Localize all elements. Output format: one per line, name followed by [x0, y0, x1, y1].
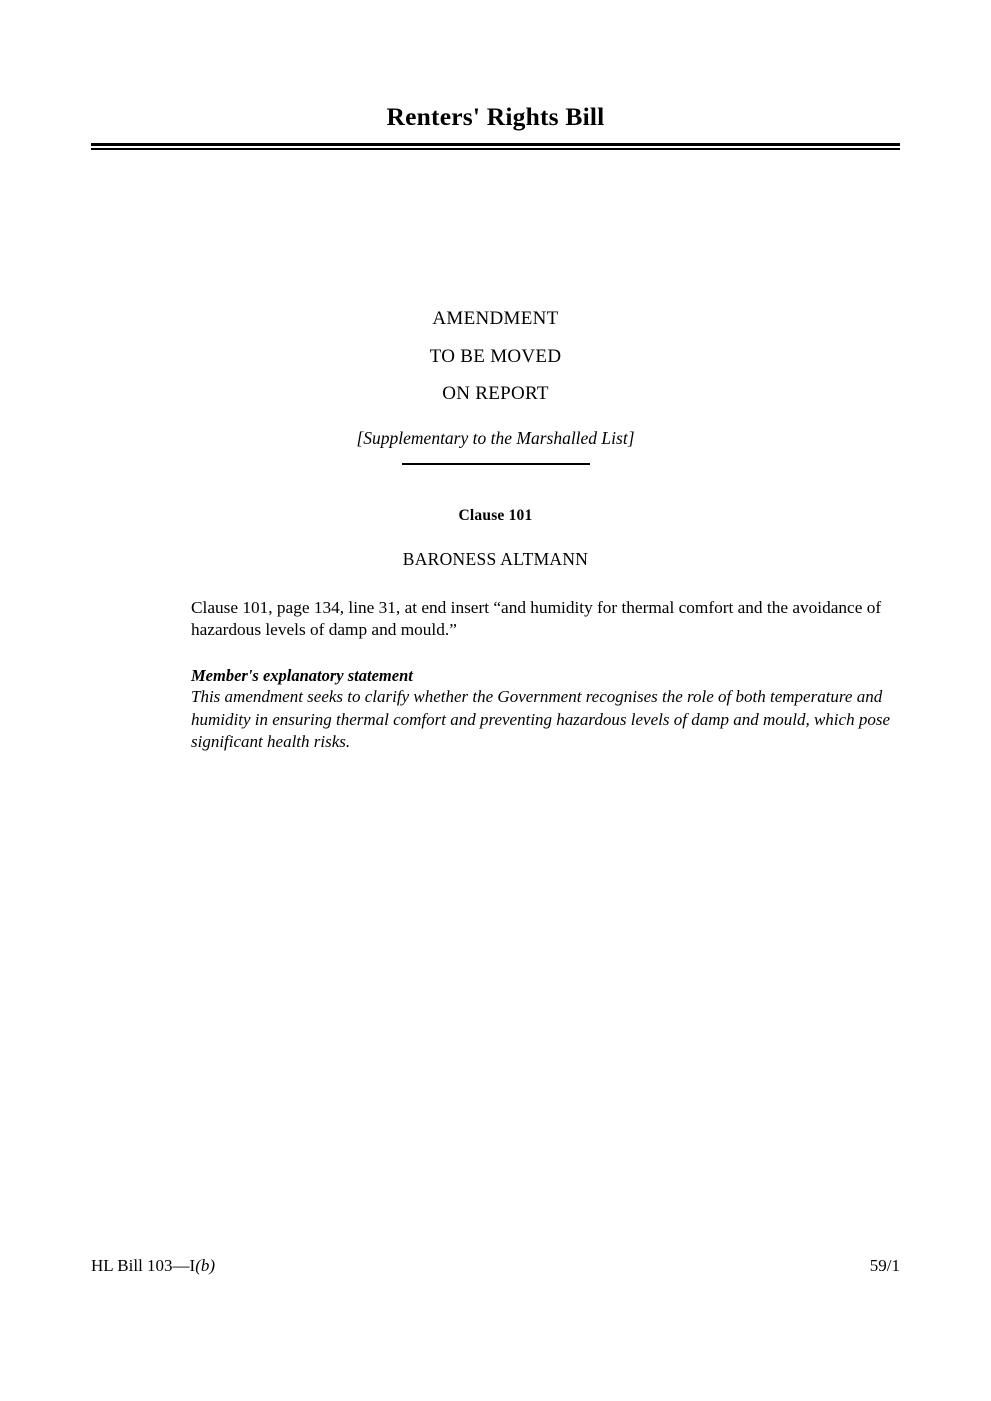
bill-reference: [91, 1256, 215, 1276]
masthead: [91, 103, 900, 150]
heading-line-amendment: AMENDMENT: [432, 308, 559, 329]
page-title: Renters' Rights Bill: [386, 102, 605, 131]
clause-heading: Clause 101: [458, 507, 533, 524]
divider-rule: [402, 463, 590, 465]
heading-line-to-be-moved: TO BE MOVED: [429, 345, 562, 367]
amendment-heading-block: [91, 300, 900, 457]
heading-line-on-report: ON REPORT: [442, 383, 549, 404]
rule-thin: [91, 148, 900, 150]
page-footer: [91, 1256, 900, 1276]
explanatory-statement: [191, 665, 901, 754]
explanatory-statement-heading: Member's explanatory statement: [191, 666, 413, 685]
explanatory-statement-text: This amendment seeks to clarify whether the Government recognises the role of both temperature and humidity in ensuring thermal comfort and preventing hazardous levels of damp and mould, which pose significant health risks.: [191, 687, 890, 751]
mover-name: BARONESS ALTMANN: [402, 549, 589, 569]
page-number: 59/1: [869, 1256, 900, 1275]
section-divider: [91, 463, 900, 481]
heading-subtitle: [Supplementary to the Marshalled List]: [356, 427, 635, 448]
bill-reference-main: HL Bill 103—I: [91, 1256, 196, 1275]
amendment-text: Clause 101, page 134, line 31, at end insert “and humidity for thermal comfort and the avoidance of hazardous levels of damp and mould.”: [191, 598, 882, 639]
masthead-double-rule: [91, 143, 900, 150]
amendment-body: [191, 597, 901, 754]
bill-reference-suffix: (b): [195, 1256, 216, 1275]
